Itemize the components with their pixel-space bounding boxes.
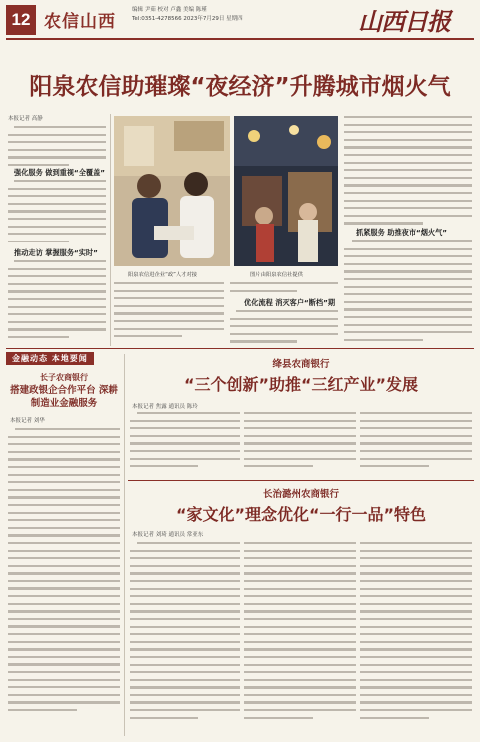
photo-caption-left: 阳泉农信进企业“政”人才对接 (128, 272, 198, 278)
column-divider (110, 114, 111, 346)
lead-photo-right (234, 116, 338, 266)
lead-author: 本报记者 高静 (8, 116, 43, 122)
story2-body-col3 (360, 412, 472, 476)
section-rule (6, 348, 474, 349)
lead-body-col3b (230, 310, 338, 344)
date-line: Tel:0351-4278566 2023年7月29日 星期四 (132, 16, 243, 22)
lead-body-col1b (8, 180, 106, 242)
lead-photo-left (114, 116, 230, 266)
story3-author: 本报记者 刘琦 通讯员 常亚东 (132, 532, 204, 538)
story3-kicker: 长治潞州农商银行 (262, 489, 339, 500)
editor-line: 编辑 尹茹 校对 卢鑫 美编 陈瑾 (132, 7, 207, 13)
story-left-author: 本报记者 刘华 (10, 418, 45, 424)
story2-author: 本报记者 焦露 通讯员 陈玲 (132, 404, 198, 410)
section-title: 农信山西 (44, 12, 116, 32)
lead-subhead-4: 抓紧服务 助推夜市“烟火气” (356, 228, 448, 237)
section-banner (6, 352, 94, 365)
section-banner-label: 金融动态 本地要闻 (12, 354, 88, 363)
lead-subhead-3: 优化流程 消灭客户“断档”期 (244, 298, 336, 307)
masthead-rule (6, 38, 474, 40)
photo-caption-right: 图片由阳泉农信社提供 (250, 272, 303, 278)
story-left-kicker: 长子农商银行 (40, 373, 88, 382)
story3-body-col3 (360, 542, 472, 736)
lead-subhead-2: 推动走访 掌握服务“实时” (14, 248, 98, 257)
lead-headline: 阳泉农信助璀璨“夜经济”升腾城市烟火气 (29, 74, 451, 100)
story-left-headline: 搭建政银企合作平台 深耕制造业金融服务 (10, 385, 118, 409)
masthead (0, 0, 480, 40)
newspaper-logo: 山西日报 (358, 7, 450, 36)
lead-body-col4b (344, 240, 472, 344)
lead-body-col2 (114, 282, 224, 344)
lead-body-col1c (8, 260, 106, 342)
page-number: 12 (6, 5, 36, 35)
story2-headline: “三个创新”助推“三红产业”发展 (183, 375, 419, 394)
lead-subhead-1: 强化服务 做到重视“全覆盖” (14, 168, 106, 177)
lead-body-col4a (344, 116, 472, 226)
left-column-divider (124, 354, 125, 736)
story3-body-col1 (130, 542, 240, 736)
story-rule (128, 480, 474, 481)
story2-kicker: 绛县农商银行 (272, 359, 330, 370)
story3-headline: “家文化”理念优化“一行一品”特色 (175, 505, 427, 524)
story2-body-col1 (130, 412, 240, 476)
story-left-body (8, 428, 120, 736)
story3-body-col2 (244, 542, 356, 736)
lead-body-col1a (8, 126, 106, 166)
story2-body-col2 (244, 412, 356, 476)
masthead-meta (132, 6, 243, 24)
lead-body-col3a (230, 282, 338, 296)
